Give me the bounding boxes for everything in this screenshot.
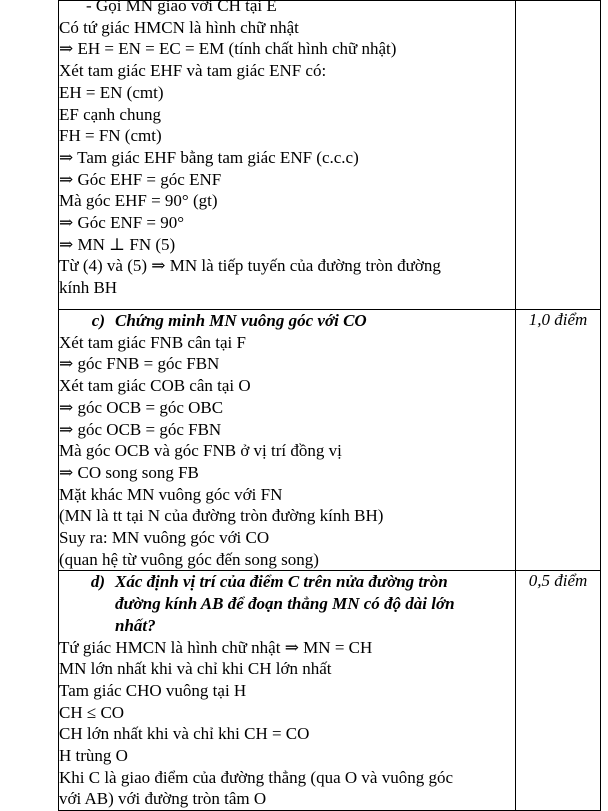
proof-line: ⇒ CO song song FB xyxy=(59,462,199,482)
solution-table xyxy=(58,0,601,811)
proof-line: FH = FN (cmt) xyxy=(59,126,162,146)
proof-line: ⇒ Góc ENF = 90° xyxy=(59,213,185,233)
part-title-line: Xác định vị trí của điểm C trên nửa đường tròn xyxy=(115,572,448,592)
table-row xyxy=(59,571,601,811)
solution-cell xyxy=(59,571,516,811)
proof-line: Tứ giác HMCN là hình chữ nhật ⇒ MN = CH xyxy=(59,637,373,657)
score-cell: 0,5 điểm xyxy=(516,571,601,811)
proof-line: Tam giác CHO vuông tại H xyxy=(59,680,247,700)
table-row xyxy=(59,1,601,310)
proof-line: ⇒ EH = EN = EC = EM (tính chất hình chữ nhật) xyxy=(59,39,397,59)
part-label: d) xyxy=(90,572,105,592)
part-label: c) xyxy=(91,311,105,330)
proof-line: Xét tam giác COB cân tại O xyxy=(59,376,251,396)
proof-line: ⇒ góc FNB = góc FBN xyxy=(59,354,220,374)
proof-line: Suy ra: MN vuông góc với CO xyxy=(59,528,270,548)
proof-line: với AB) với đường tròn tâm O xyxy=(59,789,267,809)
proof-line: EH = EN (cmt) xyxy=(59,82,164,102)
proof-line: Xét tam giác EHF và tam giác ENF có: xyxy=(59,61,327,81)
proof-line: (MN là tt tại N của đường tròn đường kính BH) xyxy=(59,506,384,526)
proof-line: ⇒ Tam giác EHF bằng tam giác ENF (c.c.c) xyxy=(59,147,359,167)
part-title-line: nhất? xyxy=(115,615,156,635)
score-cell xyxy=(516,1,601,310)
part-heading xyxy=(59,571,515,636)
proof-line: (quan hệ từ vuông góc đến song song) xyxy=(59,549,319,569)
proof-line: Mà góc EHF = 90° (gt) xyxy=(59,191,218,211)
proof-line: Có tứ giác HMCN là hình chữ nhật xyxy=(59,17,299,37)
table-row xyxy=(59,310,601,571)
proof-line: ⇒ Góc EHF = góc ENF xyxy=(59,169,222,189)
proof-line: Mặt khác MN vuông góc với FN xyxy=(59,484,283,504)
proof-line: Mà góc OCB và góc FNB ở vị trí đồng vị xyxy=(59,441,342,461)
solution-cell xyxy=(59,1,516,310)
part-title: Chứng minh MN vuông góc với CO xyxy=(115,311,367,330)
proof-line: ⇒ MN ⊥ FN (5) xyxy=(59,234,176,254)
proof-line: H trùng O xyxy=(59,746,128,766)
proof-line: kính BH xyxy=(59,278,118,298)
proof-line: EF cạnh chung xyxy=(59,104,161,124)
bullet-line: - Gọi MN giao với CH tại E xyxy=(86,0,277,15)
proof-line: Xét tam giác FNB cân tại F xyxy=(59,332,246,352)
proof-line: ⇒ góc OCB = góc FBN xyxy=(59,419,222,439)
part-title-line: đường kính AB để đoạn thẳng MN có độ dài lớn xyxy=(115,594,455,614)
proof-line: CH ≤ CO xyxy=(59,702,125,722)
proof-line: ⇒ góc OCB = góc OBC xyxy=(59,397,224,417)
proof-line: Khi C là giao điểm của đường thẳng (qua O và vuông góc xyxy=(59,767,454,787)
proof-line: MN lớn nhất khi và chỉ khi CH lớn nhất xyxy=(59,659,332,679)
part-heading xyxy=(59,310,515,332)
solution-cell xyxy=(59,310,516,571)
proof-line: CH lớn nhất khi và chỉ khi CH = CO xyxy=(59,724,310,744)
proof-line: Từ (4) và (5) ⇒ MN là tiếp tuyến của đường tròn đường xyxy=(59,256,441,276)
score-cell: 1,0 điểm xyxy=(516,310,601,571)
